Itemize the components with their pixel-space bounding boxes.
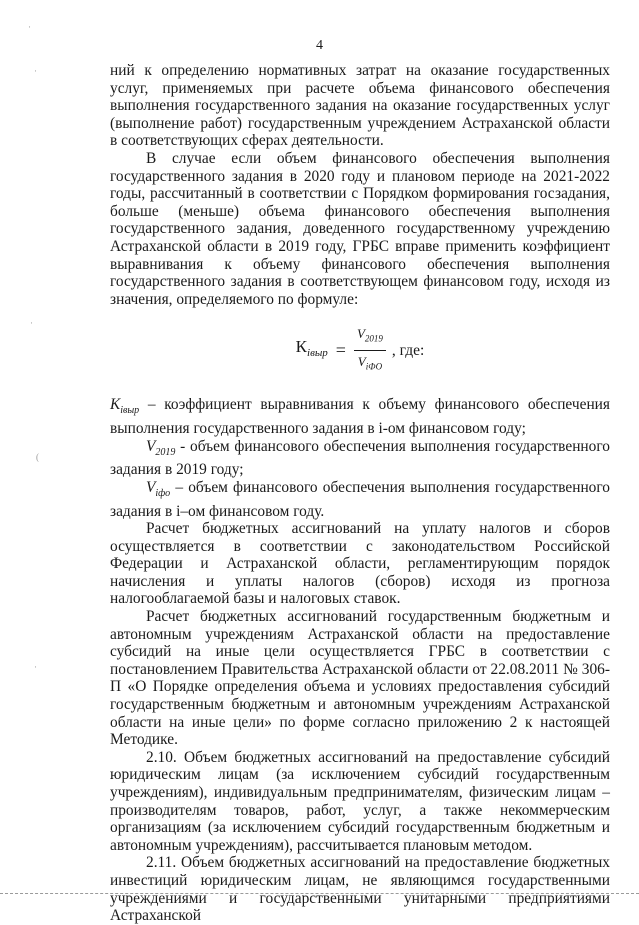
scan-margin-mark: · xyxy=(28,22,31,32)
scan-edge-line xyxy=(0,893,639,895)
paragraph-2-11: 2.11. Объем бюджетных ассигнований на предоставление бюджетных инвестиций юридическим лицам, не являющимся государственными учреждениями и государственными унитарными предприятиями Астраханской xyxy=(110,854,610,925)
formula-lhs: $К_{iвыр}$ xyxy=(295,337,328,360)
formula-denominator: $V_{iФО}$ xyxy=(357,353,383,372)
formula-equals: = xyxy=(335,339,346,360)
symbol-v2019: $V_{2019}$ xyxy=(146,437,176,458)
symbol-vifo: $V_{iфо}$ xyxy=(146,478,171,499)
formula-numerator: $V_{2019}$ xyxy=(356,325,383,344)
paragraph-continuation: ний к определению нормативных затрат на оказание государственных услуг, применяемых при расчете объема финансового обеспечения выполнения государственного задания на оказание государственных услуг (выполнение работ) государственным учреждением Астраханской области в соответствующих сферах деятельности. xyxy=(110,62,610,150)
scan-margin-mark: · xyxy=(34,662,37,672)
scan-margin-mark: · xyxy=(30,318,33,328)
formula-fraction xyxy=(354,325,386,376)
document-body xyxy=(110,62,610,925)
fraction-bar xyxy=(354,350,386,351)
paragraph-2-10: 2.10. Объем бюджетных ассигнований на предоставление субсидий юридическим лицам (за исключением субсидий государственным учреждениям), индивидуальным предпринимателям, физическим лицам – производителям товаров, работ, услуг, а также некоммерческим организациям (за исключением субсидий государственным бюджетным и автономным учреждениям), рассчитывается плановым методом. xyxy=(110,748,610,854)
definition-vifo: $V_{iфо}$ – объем финансового обеспечения выполнения государственного задания в i–ом финансовом году. xyxy=(110,478,610,520)
definition-k: $К_{iвыр}$ – коэффициент выравнивания к объему финансового обеспечения выполнения государственного задания в i-ом финансовом году; xyxy=(110,396,610,437)
paragraph-taxes: Расчет бюджетных ассигнований на уплату налогов и сборов осуществляется в соответствии с законодательством Российской Федерации и Астраханской области, регламентирующим порядок начисления и уплаты налогов (сборов) исходя из прогноза налогооблагаемой базы и налоговых ставок. xyxy=(110,520,610,608)
scan-margin-mark: ( xyxy=(36,452,39,462)
symbol-k: $К_{iвыр}$ xyxy=(110,396,140,417)
formula xyxy=(110,324,610,376)
definition-v2019: $V_{2019}$ - объем финансового обеспечения выполнения государственного задания в 2019 году; xyxy=(110,437,610,479)
paragraph-subsidies-other-purposes: Расчет бюджетных ассигнований государственным бюджетным и автономным учреждениям Астраханской области на предоставление субсидий на иные цели осуществляется ГРБС в соответствии с постановлением Правительства Астраханской области от 22.08.2011 № 306-П «О Порядке определения объема и условиях предоставления субсидий государственным бюджетным и автономным учреждениям Астраханской области на иные цели» по форме согласно приложению 2 к настоящей Методике. xyxy=(110,608,610,749)
page-number: 4 xyxy=(316,38,323,53)
paragraph-alignment-coefficient: В случае если объем финансового обеспечения выполнения государственного задания в 2020 году и плановом периоде на 2021-2022 годы, рассчитанный в соответствии с Порядком формирования госзадания, больше (меньше) объема финансового обеспечения выполнения государственного задания, доведенного государственному учреждению Астраханской области в 2019 году, ГРБС вправе применить коэффициент выравнивания к объему финансового обеспечения выполнения государственного задания в соответствующем финансовом году, исходя из значения, определяемого по формуле: xyxy=(110,149,610,308)
formula-tail: , где: xyxy=(391,341,425,359)
scan-margin-mark: · xyxy=(34,66,37,76)
